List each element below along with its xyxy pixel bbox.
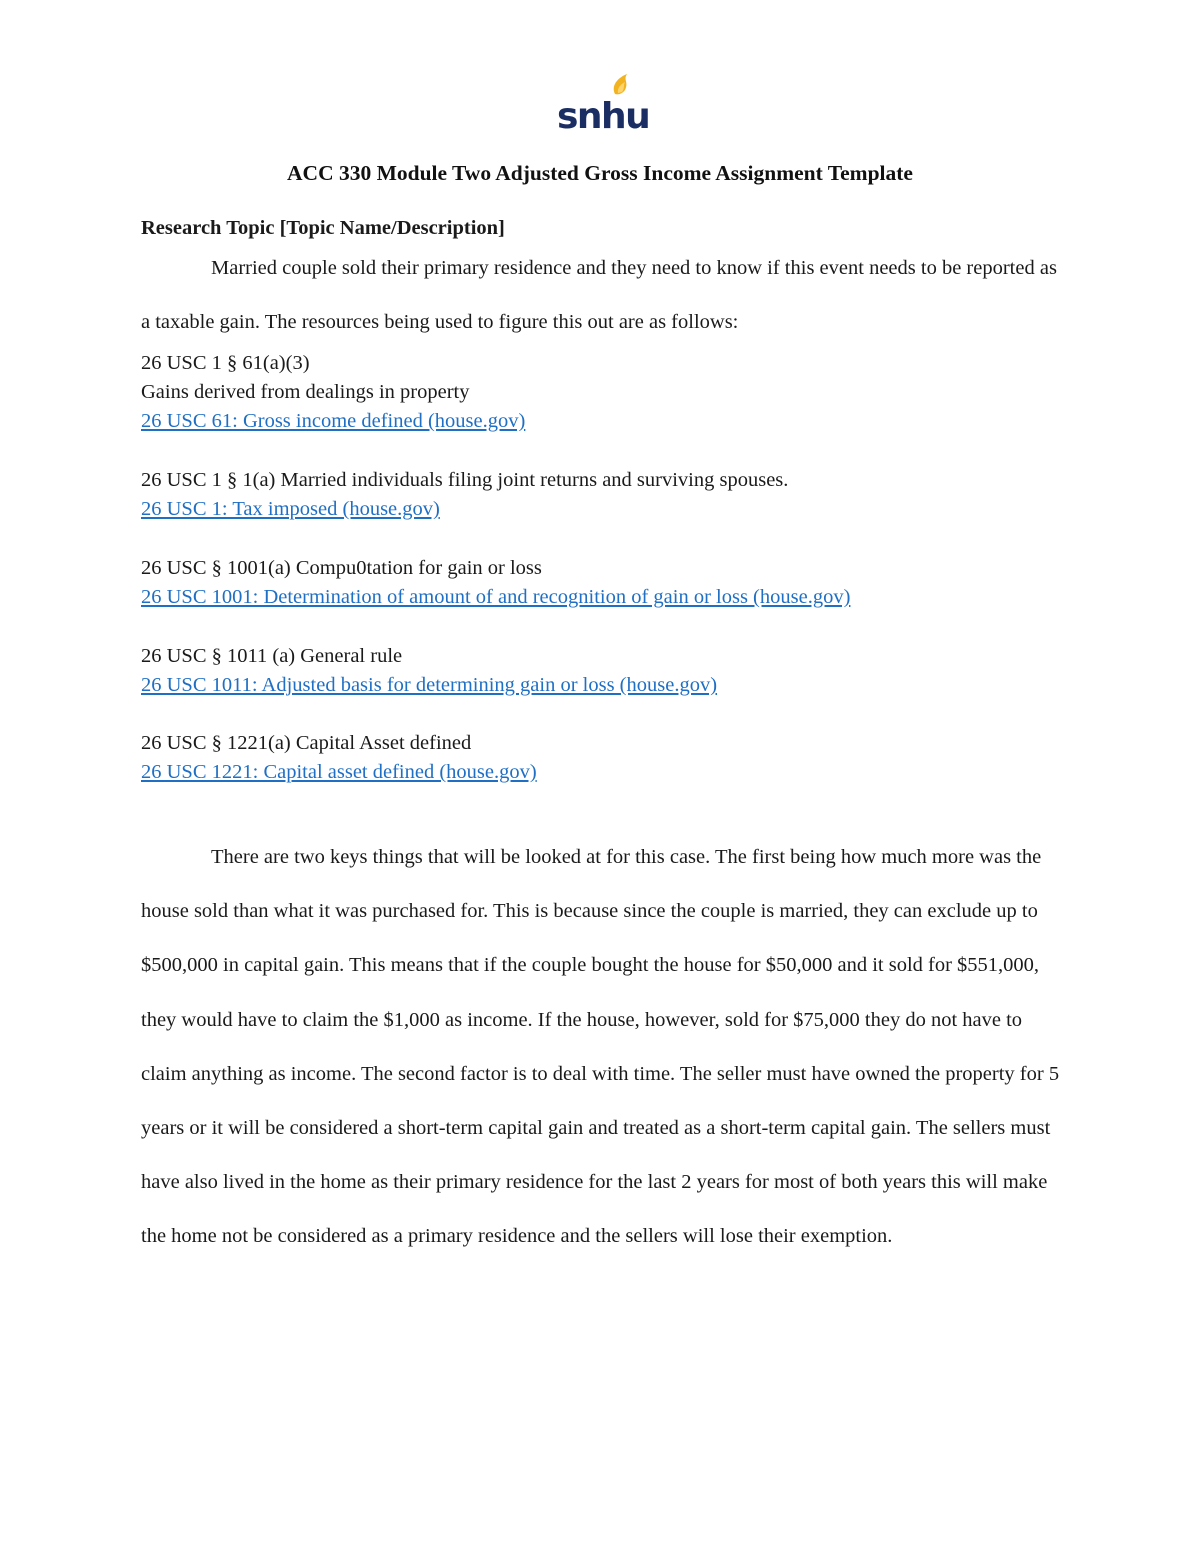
- snhu-logo-mark: [555, 72, 650, 137]
- analysis-paragraph: [141, 830, 1061, 1264]
- reference-3: [141, 554, 1061, 612]
- reference-link[interactable]: 26 USC 1221: Capital asset defined (house.gov): [141, 761, 537, 783]
- research-topic-intro: [141, 241, 1061, 349]
- reference-link[interactable]: 26 USC 1011: Adjusted basis for determining gain or loss (house.gov): [141, 674, 718, 696]
- logo-text: snhu: [557, 96, 650, 137]
- reference-1: [141, 349, 1061, 436]
- reference-2: [141, 466, 1061, 524]
- reference-citation: 26 USC § 1221(a) Capital Asset defined: [141, 732, 472, 754]
- reference-citation: 26 USC 1 § 1(a) Married individuals filing joint returns and surviving spouses.: [141, 469, 789, 491]
- reference-link[interactable]: 26 USC 1001: Determination of amount of and recognition of gain or loss (house.gov): [141, 586, 851, 608]
- document-title: ACC 330 Module Two Adjusted Gross Income Assignment Template: [287, 161, 913, 185]
- reference-description: Gains derived from dealings in property: [141, 381, 470, 403]
- reference-link[interactable]: 26 USC 61: Gross income defined (house.gov): [141, 410, 526, 432]
- reference-citation: 26 USC § 1001(a) Compu0tation for gain or loss: [141, 557, 542, 579]
- reference-5: [141, 729, 1061, 787]
- intro-text: Married couple sold their primary residence and they need to know if this event needs to be reported as a taxable gain. The resources being used to figure this out are as follows:: [141, 257, 1057, 333]
- research-topic-heading: Research Topic [Topic Name/Description]: [141, 217, 505, 239]
- reference-citation: 26 USC 1 § 61(a)(3): [141, 352, 310, 374]
- analysis-text: There are two keys things that will be looked at for this case. The first being how much more was the house sold than what it was purchased for. This is because since the couple is married, they can exclude up to $500,000 in capital gain. This means that if the couple bought the house for $50,000 and it sold for $551,000, they would have to claim the $1,000 as income. If the house, however, sold for $75,000 they do not have to claim anything as income. The second factor is to deal with time. The seller must have owned the property for 5 years or it will be considered a short-term capital gain and treated as a short-term capital gain. The sellers must have also lived in the home as their primary residence for the last 2 years for most of both years this will make the home not be considered as a primary residence and the sellers will lose their exemption.: [141, 846, 1060, 1248]
- snhu-logo: [555, 72, 650, 137]
- reference-link[interactable]: 26 USC 1: Tax imposed (house.gov): [141, 498, 440, 520]
- reference-4: [141, 642, 1061, 700]
- reference-citation: 26 USC § 1011 (a) General rule: [141, 645, 403, 667]
